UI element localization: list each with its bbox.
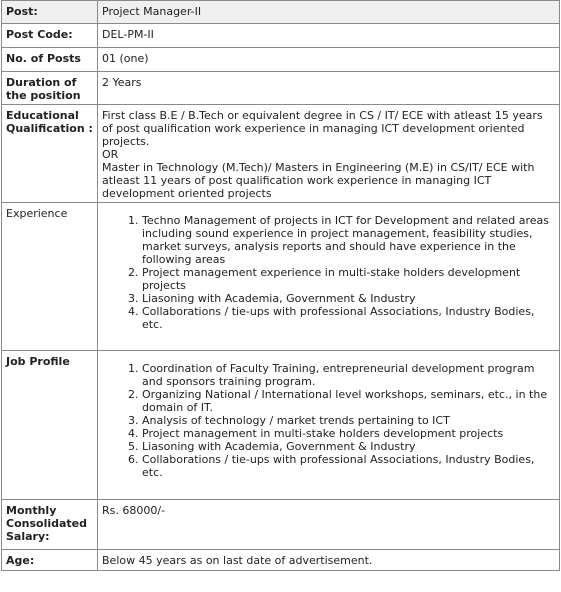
duration-label: Duration of the position	[2, 72, 98, 105]
row-post	[2, 1, 560, 24]
post-code-label: Post Code:	[2, 24, 98, 48]
job-profile-item: 5. Liasoning with Academia, Government & Industry	[142, 440, 555, 453]
job-profile-list	[102, 362, 555, 479]
job-profile-item: 3. Analysis of technology / market trends pertaining to ICT	[142, 414, 555, 427]
age-value: Below 45 years as on last date of advertisement.	[98, 550, 560, 571]
row-experience	[2, 203, 560, 351]
job-profile-item: 4. Project management in multi-stake holders development projects	[142, 427, 555, 440]
experience-item: 4. Collaborations / tie-ups with professional Associations, Industry Bodies, etc.	[142, 305, 555, 331]
row-post-code	[2, 24, 560, 48]
experience-item: 3. Liasoning with Academia, Government & Industry	[142, 292, 555, 305]
experience-list	[102, 214, 555, 331]
row-num-posts	[2, 48, 560, 72]
experience-item: 1. Techno Management of projects in ICT for Development and related areas including sound experience in project management, feasibility studies, market surveys, analysis reports and should have experience in the following areas	[142, 214, 555, 266]
post-value: Project Manager-II	[98, 1, 560, 24]
row-job-profile	[2, 351, 560, 500]
post-code-value: DEL-PM-II	[98, 24, 560, 48]
num-posts-label: No. of Posts	[2, 48, 98, 72]
education-or: OR	[102, 148, 119, 161]
duration-value: 2 Years	[98, 72, 560, 105]
job-profile-label: Job Profile	[2, 351, 98, 500]
salary-value: Rs. 68000/-	[98, 500, 560, 550]
row-education	[2, 105, 560, 203]
num-posts-value: 01 (one)	[98, 48, 560, 72]
row-duration	[2, 72, 560, 105]
job-details-table	[1, 0, 560, 571]
education-label: Educational Qualification :	[2, 105, 98, 203]
experience-value	[98, 203, 560, 351]
post-label: Post:	[2, 1, 98, 24]
experience-label: Experience	[2, 203, 98, 351]
row-age	[2, 550, 560, 571]
age-label: Age:	[2, 550, 98, 571]
job-profile-item: 1. Coordination of Faculty Training, entrepreneurial development program and sponsors training program.	[142, 362, 555, 388]
job-profile-value	[98, 351, 560, 500]
row-salary	[2, 500, 560, 550]
job-profile-item: 2. Organizing National / International level workshops, seminars, etc., in the domain of IT.	[142, 388, 555, 414]
job-profile-item: 6. Collaborations / tie-ups with professional Associations, Industry Bodies, etc.	[142, 453, 555, 479]
education-value	[98, 105, 560, 203]
salary-label: Monthly Consolidated Salary:	[2, 500, 98, 550]
experience-item: 2. Project management experience in multi-stake holders development projects	[142, 266, 555, 292]
education-line-2: Master in Technology (M.Tech)/ Masters in Engineering (M.E) in CS/IT/ ECE with atleast 11 years of post qualification work experience in managing ICT development oriented projects	[102, 161, 535, 200]
education-line-1: First class B.E / B.Tech or equivalent degree in CS / IT/ ECE with atleast 15 years of post qualification work experience in managing ICT development oriented projects.	[102, 109, 543, 148]
